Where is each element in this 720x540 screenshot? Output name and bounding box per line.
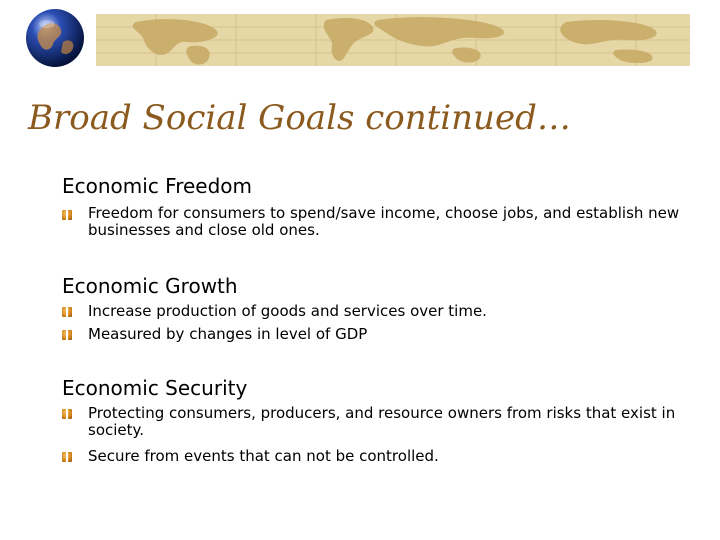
section-heading-security: Economic Security [62,376,248,400]
bullet-item: Secure from events that can not be controlled. [88,447,439,465]
section-heading-freedom: Economic Freedom [62,174,253,198]
square-bullet-icon [62,409,72,419]
bullet-item: Protecting consumers, producers, and resource owners from risks that exist in society. [88,404,676,439]
bullet-item: Freedom for consumers to spend/save income, choose jobs, and establish new businesses and close old ones. [88,204,680,239]
square-bullet-icon [62,330,72,340]
square-bullet-icon [62,452,72,462]
slide-title: Broad Social Goals continued… [28,98,571,138]
bullet-item: Measured by changes in level of GDP [88,325,368,343]
section-heading-growth: Economic Growth [62,274,238,298]
bullet-item: Increase production of goods and services over time. [88,302,487,320]
square-bullet-icon [62,307,72,317]
square-bullet-icon [62,210,72,220]
